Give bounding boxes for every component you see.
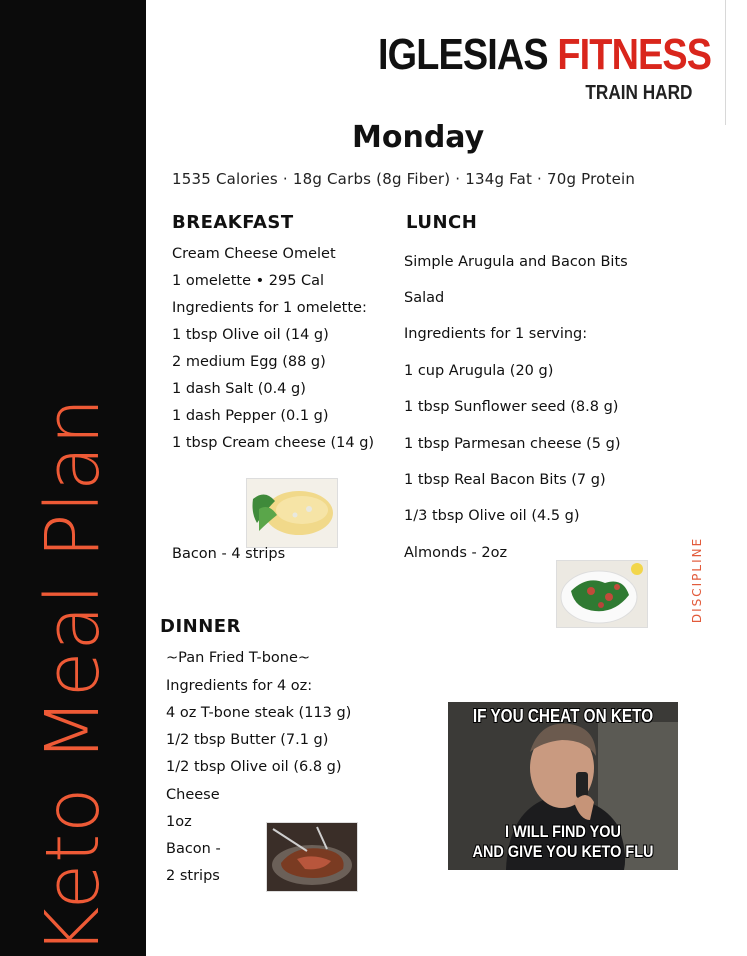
sidebar-band	[0, 0, 146, 956]
salad-photo	[556, 560, 648, 628]
dinner-line: Bacon -	[166, 841, 221, 857]
brand-logo	[378, 30, 712, 110]
breakfast-line: 2 medium Egg (88 g)	[172, 354, 326, 370]
lunch-line: 1 cup Arugula (20 g)	[404, 363, 554, 379]
meme-bottom-text-1: I WILL FIND YOU	[505, 822, 621, 841]
breakfast-line: 1 tbsp Cream cheese (14 g)	[172, 435, 375, 451]
logo-word-2: FITNESS	[557, 30, 712, 79]
nutrition-summary: 1535 Calories · 18g Carbs (8g Fiber) · 134g Fat · 70g Protein	[172, 170, 636, 188]
meme-bottom-text-2: AND GIVE YOU KETO FLU	[472, 842, 654, 861]
lunch-line: Simple Arugula and Bacon Bits	[404, 254, 628, 270]
breakfast-line: 1 tbsp Olive oil (14 g)	[172, 327, 329, 343]
logo-tagline: TRAIN HARD	[584, 82, 692, 104]
lunch-line: Salad	[404, 290, 445, 306]
breakfast-heading: BREAKFAST	[172, 212, 294, 233]
lunch-line: 1 tbsp Real Bacon Bits (7 g)	[404, 472, 606, 488]
side-discipline-text: DISCIPLINE	[690, 536, 704, 624]
dinner-line: Cheese	[166, 787, 220, 803]
lunch-line: 1 tbsp Parmesan cheese (5 g)	[404, 436, 621, 452]
lunch-line: 1 tbsp Sunflower seed (8.8 g)	[404, 399, 619, 415]
dinner-line: 1/2 tbsp Olive oil (6.8 g)	[166, 759, 342, 775]
steak-photo	[266, 822, 358, 892]
sidebar-title: Keto Meal Plan	[30, 396, 116, 956]
dinner-line: ~Pan Fried T-bone~	[166, 650, 311, 666]
logo-wordmark	[378, 30, 711, 80]
meme-image	[448, 702, 678, 870]
dinner-line: 1/2 tbsp Butter (7.1 g)	[166, 732, 329, 748]
breakfast-line: 1 dash Pepper (0.1 g)	[172, 408, 329, 424]
dinner-line: 4 oz T-bone steak (113 g)	[166, 705, 352, 721]
lunch-line: 1/3 tbsp Olive oil (4.5 g)	[404, 508, 580, 524]
dinner-heading: DINNER	[160, 616, 241, 637]
meme-top-text: IF YOU CHEAT ON KETO	[472, 706, 654, 726]
lunch-line: Ingredients for 1 serving:	[404, 326, 588, 342]
breakfast-line: 1 omelette • 295 Cal	[172, 273, 325, 289]
dinner-line: 2 strips	[166, 868, 220, 884]
dinner-line: Ingredients for 4 oz:	[166, 678, 313, 694]
lunch-line: Almonds - 2oz	[404, 545, 508, 561]
omelet-photo	[246, 478, 338, 548]
breakfast-line: Ingredients for 1 omelette:	[172, 300, 367, 316]
dinner-line: 1oz	[166, 814, 192, 830]
logo-word-1: IGLESIAS	[378, 30, 548, 79]
breakfast-extra: Bacon - 4 strips	[172, 546, 286, 562]
breakfast-line: 1 dash Salt (0.4 g)	[172, 381, 306, 397]
page-border	[725, 0, 726, 125]
day-title: Monday	[352, 120, 485, 155]
breakfast-line: Cream Cheese Omelet	[172, 246, 336, 262]
lunch-heading: LUNCH	[406, 212, 478, 233]
